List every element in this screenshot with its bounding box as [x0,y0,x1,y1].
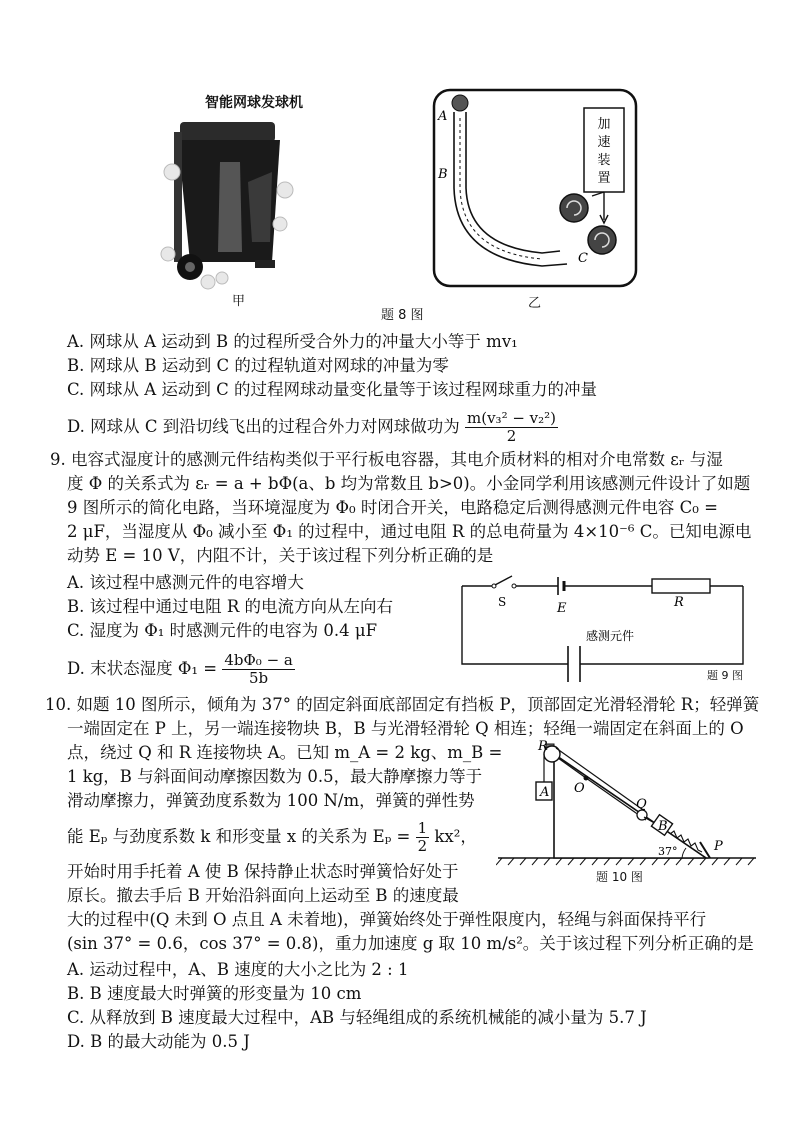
fig9-caption: 题 9 图 [707,669,743,682]
q10-option-a: A. 运动过程中，A、B 速度的大小之比为 2 : 1 [67,960,409,979]
q9-stem-line-1: 9. 电容式湿度计的感测元件结构类似于平行板电容器，其电介质材料的相对介电常数 εᵣ 与湿 [50,450,723,469]
fig10-incline-diagram [496,738,766,866]
q10-stem-line-6-suffix: kx²， [434,827,477,846]
fig8-label-yi: 乙 [528,296,542,311]
q10-option-d: D. B 的最大动能为 0.5 J [67,1032,250,1051]
accel-char-1: 加 [597,117,611,132]
fig9-label-s: S [498,595,507,609]
fig10-label-b: B [658,819,668,834]
tennis-machine-illustration [160,112,300,290]
q8-d-numerator: m(v₃² − v₂²) [467,409,557,427]
q8-option-d [67,410,558,445]
q8-option-a: A. 网球从 A 运动到 B 的过程所受合外力的冲量大小等于 mv₁ [67,332,518,351]
fig9-label-sensor: 感测元件 [586,629,635,643]
fig8-point-B: B [438,167,448,182]
fig8-point-C: C [578,251,588,266]
q10-stem-line-8: 原长。撤去手后 B 开始沿斜面向上运动至 B 的速度最 [67,886,459,905]
fig8-point-A: A [438,109,448,124]
q10-stem-line-2: 一端固定在 P 上，另一端连接物块 B，B 与光滑轻滑轮 Q 相连；轻绳一端固定在斜面上的 O [67,719,744,738]
q10-stem-line-9: 大的过程中(Q 未到 O 点且 A 未着地)，弹簧始终处于弹性限度内，轻绳与斜面保持平行 [67,910,707,929]
q10-option-c: C. 从释放到 B 速度最大过程中，AB 与轻绳组成的系统机械能的减小量为 5.7 J [67,1008,647,1027]
fig8-label-jia: 甲 [232,294,246,309]
fig8-machine-title: 智能网球发球机 [205,95,303,111]
q10-stem-line-5: 滑动摩擦力，弹簧劲度系数为 100 N/m，弹簧的弹性势 [67,791,475,810]
fig9-label-r: R [674,595,684,610]
q9-option-d [67,652,295,687]
q10-option-b: B. B 速度最大时弹簧的形变量为 10 cm [67,984,362,1003]
q10-stem-line-6-text: 能 Eₚ 与劲度系数 k 和形变量 x 的关系为 Eₚ = [67,827,411,846]
fig10-label-o: O [574,781,585,796]
fig10-label-a: A [540,785,550,800]
q9-d-denominator: 5b [249,669,269,687]
accel-char-4: 置 [597,171,611,186]
q9-stem-line-5: 动势 E = 10 V，内阻不计，关于该过程下列分析正确的是 [67,546,494,565]
q8-option-d-text: D. 网球从 C 到沿切线飞出的过程合外力对网球做功为 [67,417,460,436]
q10-stem-line-6 [67,820,477,855]
fig9-label-e: E [557,601,567,616]
q9-stem-line-4: 2 μF，当湿度从 Φ₀ 减小至 Φ₁ 的过程中，通过电阻 R 的总电荷量为 4×10⁻⁶ C。已知电源电 [67,522,752,541]
fig9-circuit-diagram [458,572,748,682]
q8-option-c: C. 网球从 A 运动到 C 的过程网球动量变化量等于该过程网球重力的冲量 [67,380,598,399]
q10-stem-line-7: 开始时用手托着 A 使 B 保持静止状态时弹簧恰好处于 [67,862,459,881]
q9-stem-line-3: 9 图所示的简化电路，当环境湿度为 Φ₀ 时闭合开关，电路稳定后测得感测元件电容 C₀ = [67,498,718,517]
q8-option-b: B. 网球从 B 运动到 C 的过程轨道对网球的冲量为零 [67,356,449,375]
accel-char-3: 装 [597,153,611,168]
accel-char-2: 速 [597,135,611,150]
fig8-track-diagram [432,88,638,288]
q10-stem-line-4: 1 kg，B 与斜面间动摩擦因数为 0.5，最大静摩擦力等于 [67,767,483,786]
fig10-label-p: P [714,839,723,854]
q9-option-c: C. 湿度为 Φ₁ 时感测元件的电容为 0.4 μF [67,621,378,640]
fig10-label-r: R [538,739,548,754]
q9-option-d-text: D. 末状态湿度 Φ₁ = [67,659,218,678]
q9-d-numerator: 4bΦ₀ − a [224,651,293,669]
q9-option-b: B. 该过程中通过电阻 R 的电流方向从左向右 [67,597,394,616]
q10-stem-line-3: 点，绕过 Q 和 R 连接物块 A。已知 m_A = 2 kg、m_B = [67,743,503,762]
q9-stem-line-2: 度 Φ 的关系式为 εᵣ = a + bΦ(a、b 均为常数且 b>0)。小金同学利用该感测元件设计了如题 [67,474,751,493]
q10-half-numerator: 1 [417,819,428,837]
q9-option-a: A. 该过程中感测元件的电容增大 [67,573,304,592]
q10-stem-line-10: (sin 37° = 0.6，cos 37° = 0.8)，重力加速度 g 取 10 m/s²。关于该过程下列分析正确的是 [67,934,754,953]
fig8-caption: 题 8 图 [381,308,424,323]
q10-stem-line-1: 10. 如题 10 图所示，倾角为 37° 的固定斜面底部固定有挡板 P，顶部固定光滑轻滑轮 R；轻弹簧 [45,695,760,714]
q8-d-denominator: 2 [506,427,517,445]
fig10-caption: 题 10 图 [596,870,643,884]
fig10-label-q: Q [636,797,647,812]
q9-option-d-fraction [222,652,295,687]
q10-half-denominator: 2 [417,837,428,855]
q8-option-d-fraction [465,410,558,445]
q10-half-fraction [416,820,430,855]
fig10-angle-label: 37° [658,845,678,858]
